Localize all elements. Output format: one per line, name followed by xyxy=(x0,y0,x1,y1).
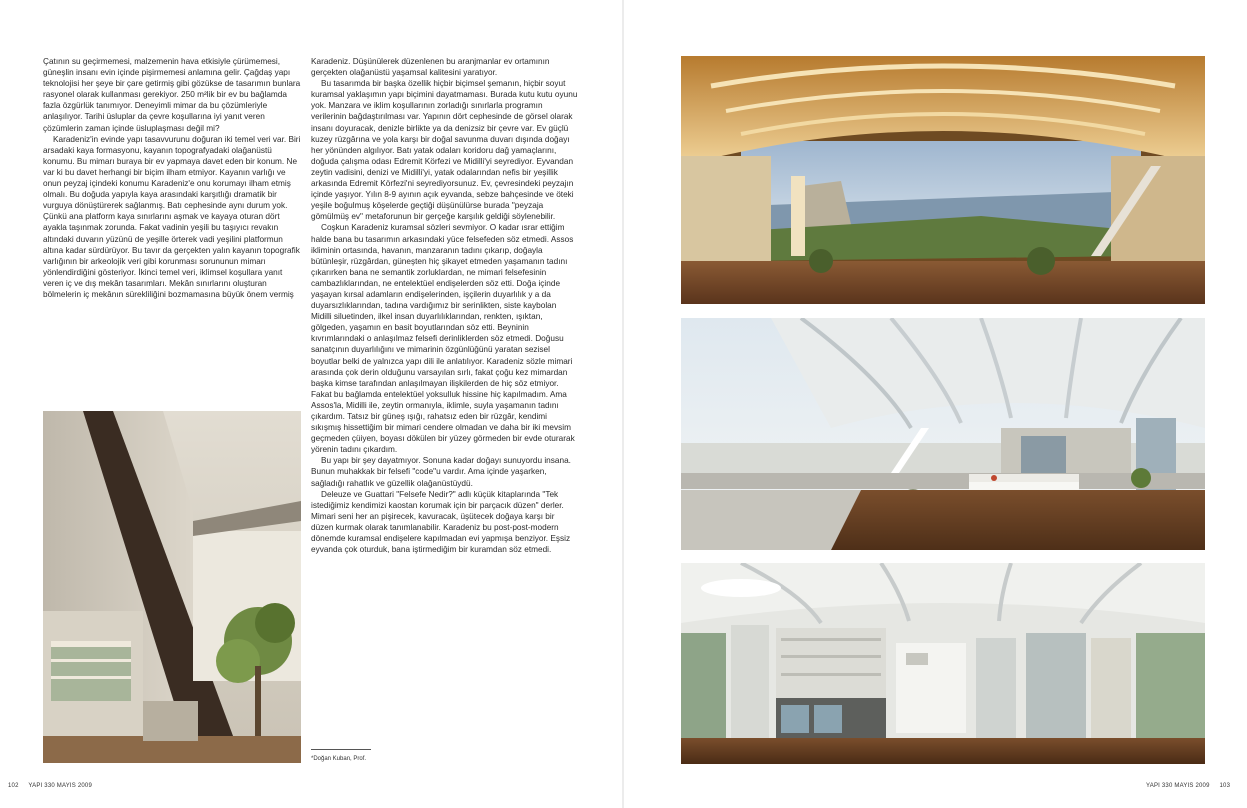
paragraph: Coşkun Karadeniz kuramsal sözleri sevmiyor. O kadar ısrar ettiğim halde bana bu tasarımın arkasındaki yüce felsefeden söz etmedi. Assos ikliminin ortasında, havanın, manzaranın tadını çıkarıp, doğayla bütünleşir, rüzgârdan, güneşten hiç şikayet etmeden yaşamanın tadını çıkarırken bana ne semantik zorluklardan, ne mimari felsefesinin cambazlıklarından, ne entelektüel endişelerden söz etti. Doğa içinde yaşayan kırsal adamların endişelerinden, işçilerin duyarlılık y a da duyarsızlıklarından, tadına vardığımız bir serinlikten, siste kaybolan Midilli siluetinden, ilkel insan duyarlılıklarından, renkten, ışıktan, gölgeden, yaşamın en basit boyutlarından söz etti. Beyninin kıvrımlarındaki o anlaşılmaz felsefi derinliklerden söz etmedi. Doğusu sanatçının duyarlılığını ve mimarinin özgünlüğünü yaratan sezisel boyutlar belki de yalnızca yapı dili ile anlatılıyor. Karadeniz sözle mimari arasında çok derin olduğunu varsayılan sırlı, fakat çoğu kez mimardan başka kimse tarafından anlaşılmayan ilişkilerden de hiç söz etmiyor. Fakat bu bağlamda entelektüel yoksulluk hissine hiç kapılmadım. Ama Assos'la, Midilli ile, zeytin ormanıyla, iklimle, suyla yaşamanın tadını çıkardım. Tatsız bir güneş ışığı, rahatsız eden bir rüzgâr, kendimi sıkışmış hissettiğim bir mimari cendere olmadan ve daha bir iki mevsim geçmeden çüiyen, boyası dökülen bir yüzey görmeden bir evde oturarak yörenin tadını çıkardım. xyxy=(311,223,575,455)
issue-label-right: YAPI 330 MAYIS 2009 xyxy=(1146,783,1210,789)
page-gutter xyxy=(622,0,624,808)
footnote-rule xyxy=(311,749,371,750)
photo-living-sofa xyxy=(681,318,1205,550)
paragraph: Karadeniz'in evinde yapı tasavvurunu doğuran iki temel veri var. Biri arsadaki kaya formasyonu, kayanın topografyadaki olağanüstü konumu. Bu mimarı buraya bir ev yapmaya davet eden bir konum. Ne var ki bu davet herhangi bir biçim ilham etmiyor. Kayanın varlığı ve onun peyzaj içindeki konumu Karadeniz'e onu korumayı ilham etmiş olmalı. Bu doğuda yapıyla kaya arasındaki karşıtlığı dramatik bir vurguya dönüştürerek sağlanmış. Batı cephesinde aynı durum yok. Çünkü ana platform kaya sınırlarını aşmak ve kayaya oturan dört ayakla taşınmak zorunda. Fakat vadinin yeşili bu taşıyıcı revakın altındaki duvarın yüzünü de yeşille örterek vadi yeşilini platformun altına kadar sürdürüyor. Bu tavır da gerçekten yalın kayanın topografik varlığının bir arkeolojik veri gibi korunması sorununun mimarı yönlendirdiğini gösteriyor. İkinci temel veri, iklimsel koşullara yanıt veren iç ve dış mekân tasarımları. Mekân sınırlarını oluşturan bölmelerin iç mekânın sürekliliğini bozmamasına büyük önem vermiş xyxy=(43,134,301,299)
page-number-right: 103 xyxy=(1219,783,1231,789)
photo-eyvan-sea-view xyxy=(681,56,1205,304)
photo-courtyard-olive-tree xyxy=(43,411,301,763)
page-number-left: 102 xyxy=(8,783,19,789)
living-photo-graphic xyxy=(681,318,1205,550)
paragraph: Bu yapı bir şey dayatmıyor. Sonuna kadar doğayı sunuyordu insana. Bunun muhakkak bir felsefi "code"u vardır. Ama içinde yaşarken, sağladığı rahatlık ve güzellik olağanüstüydü. xyxy=(311,456,571,488)
eyvan-photo-graphic xyxy=(681,56,1205,304)
paragraph: Çatının su geçirmemesi, malzemenin hava etkisiyle çürümemesi, güneşlin insanı evin içinde pişirmemesi anlamına gelir. Çağdaş yapı teknolojisi her şeye bir çare getirmiş gibi gözükse de tasarımın bunlara rasyonel olarak kullanması gerekiyor. 250 m²lik bir ev bu bağlamda fazla özgürlük tanımıyor. Deneyimli mimar da bu çözümleriyle anlaşılıyor. Tarihi üsluplar da çevre koşullarına iyi yanıt veren çözümlerin zaman içinde üsluplaşması değil mi? xyxy=(43,57,301,133)
paragraph: Bu tasarımda bir başka özellik hiçbir biçimsel şemanın, hiçbir soyut kuramsal yaklaşımın yapı biçimini dayatmaması. Burada kutu kutu oyunu yok. Manzara ve iklim koşullarının zorladığı sınırlarla programın verilerinin bağdaştırılması var. Yapının dört cephesinde de görsel olarak insanı doyuracak, denizle birlikte ya da denizsiz bir çevre var. Ev güçlü kuzey rüzgârına ve yola karşı bir doğal savunma duvarı dışında doğayı her yönünden algılıyor. Batı yatak odaları koridoru dağ yamaçlarını, doğuda çalışma odası Edremit Körfezi ve Midilli'yi seyrediyor. Eyvandan zeytin vadisini, denizi ve Midilli'yi, yatak odalarından nefis bir yeşillik arkasında Edremit Körfezi'ni seyrediyorsunuz. Ev, çevresindeki peyzajın içinde yaşıyor. Yılın 8-9 ayının açık eyvanda, sebze bahçesinde ve öteki yeşile boğulmuş köşelerde geçtiği düşünülürse burada "peyzaja gömülmüş ev" metaforunun bir gerçeğe karşılık geldiği söylenebilir. xyxy=(311,79,578,222)
issue-label-left: YAPI 330 MAYIS 2009 xyxy=(28,783,93,789)
text-column-2 xyxy=(311,56,578,742)
paragraph: Deleuze ve Guattari "Felsefe Nedir?" adlı küçük kitaplarında "Tek istediğimiz kendimizi kaostan korumak için bir parçacık düzen" derler. Mimari seni her an pişirecek, kavuracak, üşütecek doğaya karşı bir düzen kurmak olarak tanımlanabilir. Karadeniz bu post-post-modern dönemde kuramsal endişelere kapılmadan evi yapmışa benziyor. Eşsiz eyvanda çok oturduk, bana iştirmediğim bir kuramdan söz etmedi. xyxy=(311,489,571,555)
paragraph: Karadeniz. Düşünülerek düzenlenen bu aranjmanlar ev ortamının gerçekten olağanüstü yaşamsal kalitesini yaratıyor. xyxy=(311,57,550,78)
footnote: *Doğan Kuban, Prof. xyxy=(311,756,367,762)
courtyard-photo-graphic xyxy=(43,411,301,763)
folio-right xyxy=(1146,783,1230,789)
photo-kitchen-interior xyxy=(681,563,1205,764)
text-column-1 xyxy=(43,56,301,408)
folio-left xyxy=(8,783,92,789)
kitchen-photo-graphic xyxy=(681,563,1205,764)
